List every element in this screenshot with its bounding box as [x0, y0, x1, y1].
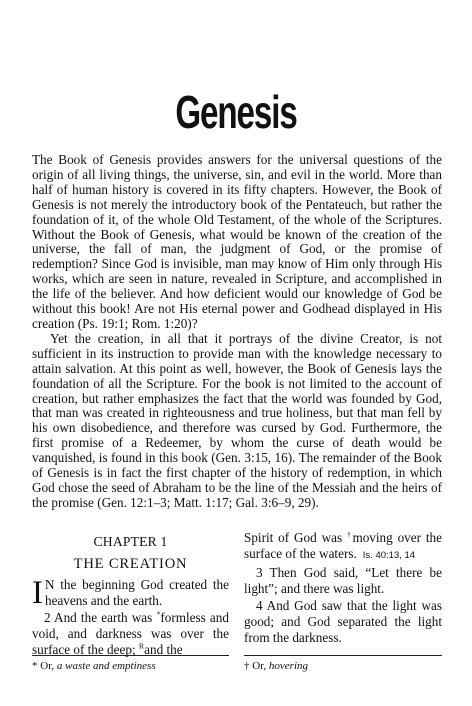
intro-paragraph: Yet the creation, in all that it portrays of the divine Creator, is not sufficient in its instruction to provide man with the knowledge necessary to attain salvation. At this point as well, however, the Book of Genesis lays the foundation of all the Scripture. For the book is not limited to the account of creation, but rather emphasizes the fact that the world was founded by God, that man was created in righteousness and true holiness, but that man fell by his own disobedience, and therefore was cursed by God. Furthermore, the first promise of a Redeemer, by whom the curse of death would be vanquished, is found in this book (Gen. 3:15, 16). The remainder of the Book of Genesis is in fact the first chapter of the history of redemption, in which God chose the seed of Abraham to be the line of the Messiah and the heirs of the promise (Gen. 12:1–3; Matt. 1:17; Gal. 3:6–9, 29). [32, 330, 442, 510]
verse-2-continued [244, 530, 442, 565]
verse-text: formless and void, and darkness was over the surface of the deep; [32, 609, 229, 658]
verse-text: 2 And the earth was [44, 609, 157, 625]
verse-1 [32, 574, 229, 611]
drop-cap: I [32, 574, 43, 611]
footnote-marker[interactable]: * [156, 609, 161, 619]
verse-text: Spirit of God was [244, 530, 347, 545]
book-title: Genesis [175, 86, 297, 138]
footnote-divider [32, 655, 229, 656]
verse-3: 3 Then God said, “Let there be light”; and there was light. [244, 564, 442, 597]
verse-2 [32, 610, 229, 659]
chapter-label: CHAPTER 1 [93, 534, 168, 549]
verse-text: moving over the surface of the waters. [244, 530, 442, 562]
section-heading: THE CREATION [73, 556, 188, 573]
cross-reference-marker[interactable]: R [138, 642, 145, 652]
footnote-text: hovering [268, 660, 309, 672]
footnote-right [244, 660, 308, 672]
verse-text: and the [144, 642, 183, 658]
footnote-mark: * Or, [32, 660, 57, 672]
text-column-right [244, 530, 442, 647]
cross-reference[interactable]: Is. 40:13, 14 [362, 550, 416, 562]
intro-paragraph: The Book of Genesis provides answers for the universal questions of the origin of all living things, the universe, sin, and evil in the world. More than half of human history is covered in its fifty chapters. However, the Book of Genesis is not merely the introductory book of the Pentateuch, but rather the foundation of it, of the whole Old Testament, of the whole of the Scriptures. Without the Book of Genesis, what would be known of the creation of the universe, the fall of man, the judgment of God, or the promise of redemption? Since God is invisible, man may know of Him only through His works, which are seen in nature, revealed in Scripture, and accomplished in the life of the believer. And how deficient would our knowledge of God be without this book! Are not His eternal power and Godhead displayed in His creation (Ps. 19:1; Rom. 1:20)? [32, 152, 442, 331]
footnote-left [32, 660, 156, 672]
footnote-mark: † Or, [244, 660, 269, 672]
footnote-divider [244, 655, 442, 656]
footnote-marker[interactable]: † [346, 529, 353, 539]
text-column-left [32, 534, 229, 659]
verse-4: 4 And God saw that the light was good; and God separated the light from the darkness. [244, 597, 442, 646]
footnote-text: a waste and emptiness [56, 660, 156, 672]
introduction [32, 153, 442, 511]
verse-text: N the beginning God created the heavens and the earth. [45, 576, 229, 609]
